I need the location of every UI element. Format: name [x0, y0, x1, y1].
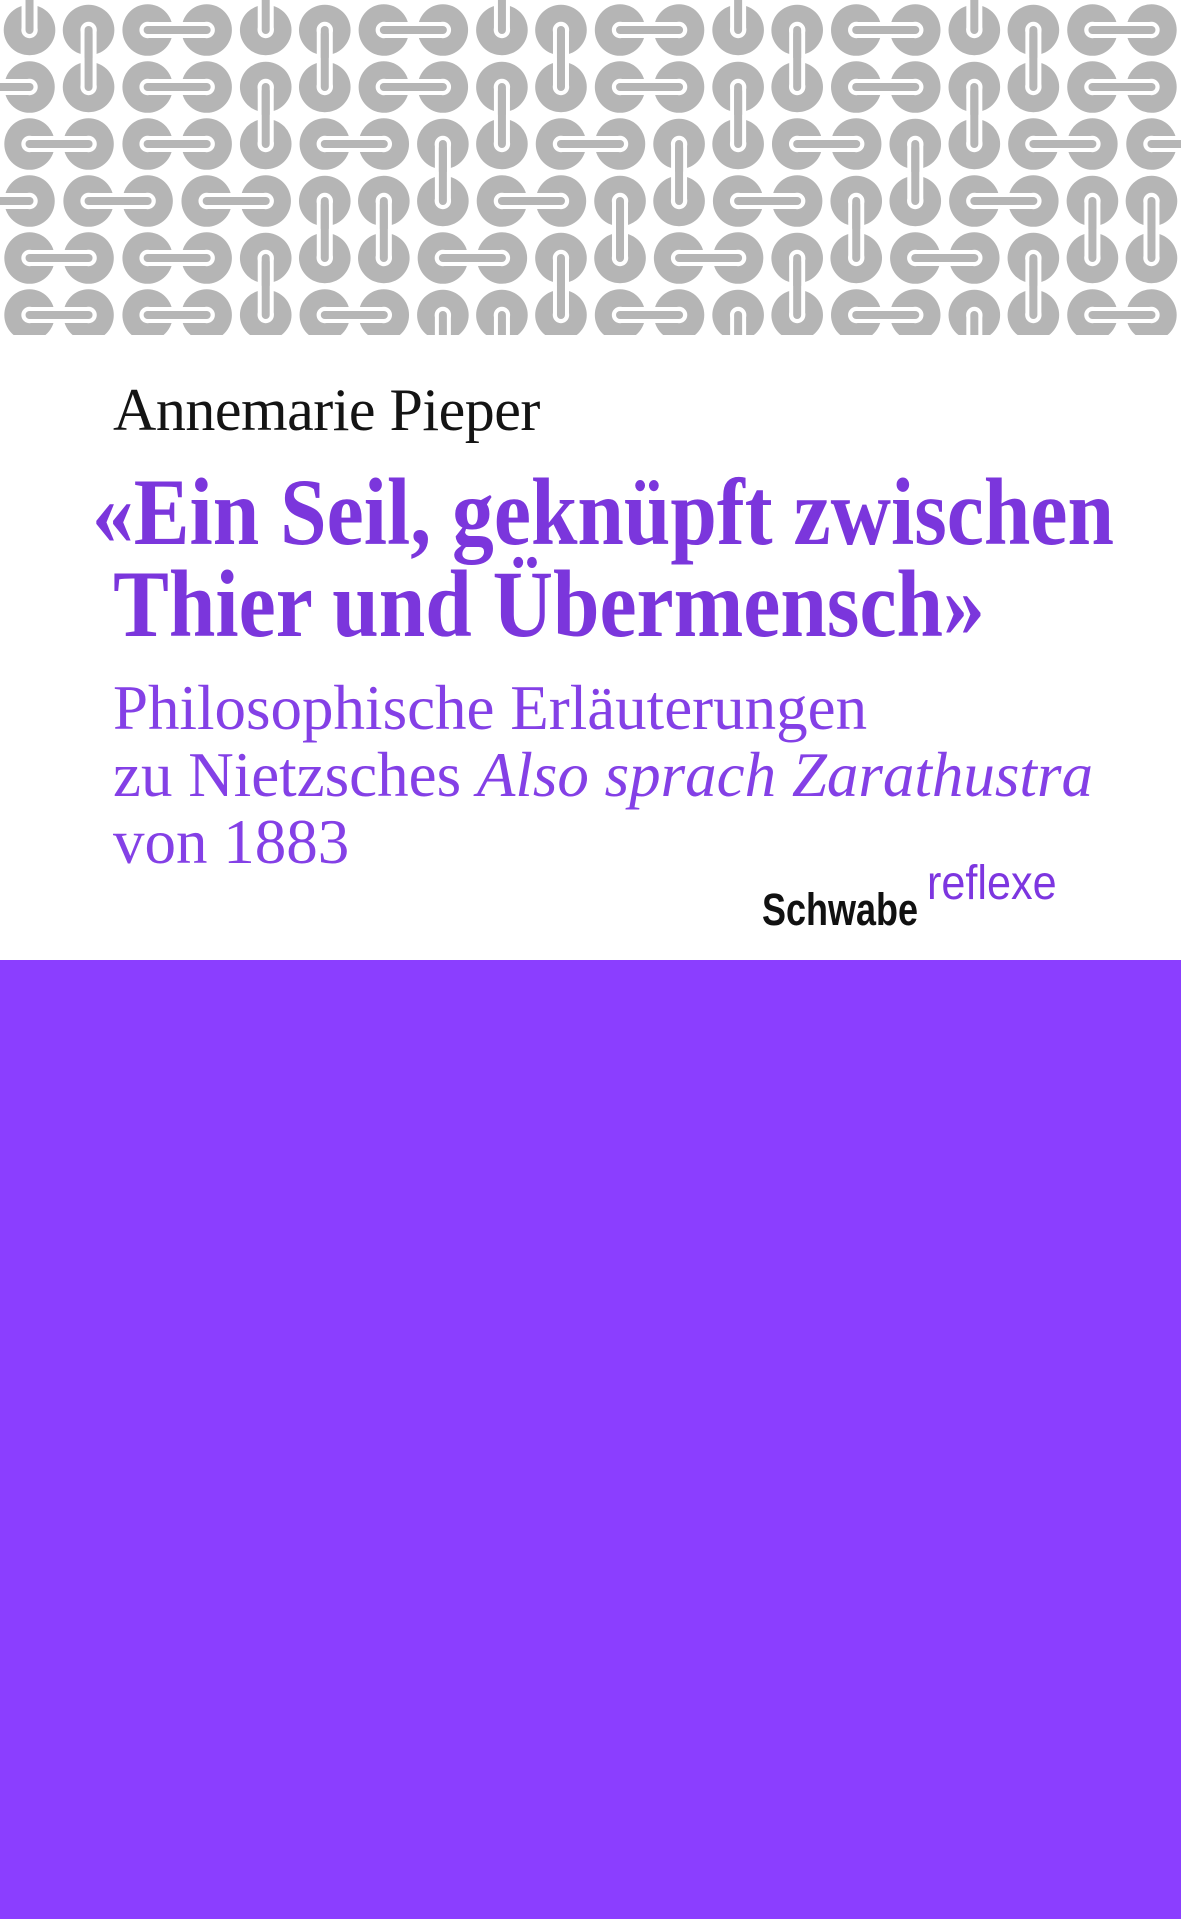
book-subtitle-line3: von 1883 [113, 807, 350, 877]
ornament-chain-pattern [0, 0, 1181, 335]
book-title-line2: Thier und Übermensch» [113, 551, 985, 657]
bottom-color-block [0, 960, 1181, 1919]
book-title-line1: «Ein Seil, geknüpft zwischen [92, 459, 1114, 565]
book-subtitle-line1: Philosophische Erläuterungen [113, 673, 868, 743]
book-title [92, 459, 1114, 657]
series-logo: reflexe [927, 857, 1057, 910]
author-name: Annemarie Pieper [113, 377, 540, 443]
publisher-logo: Schwabe [762, 884, 919, 935]
book-subtitle [113, 675, 1093, 876]
book-subtitle-line2 [113, 742, 1093, 809]
book-subtitle-line2-text: zu Nietzsches [113, 740, 477, 810]
referenced-work-title: Also sprach Zarathustra [476, 740, 1093, 810]
